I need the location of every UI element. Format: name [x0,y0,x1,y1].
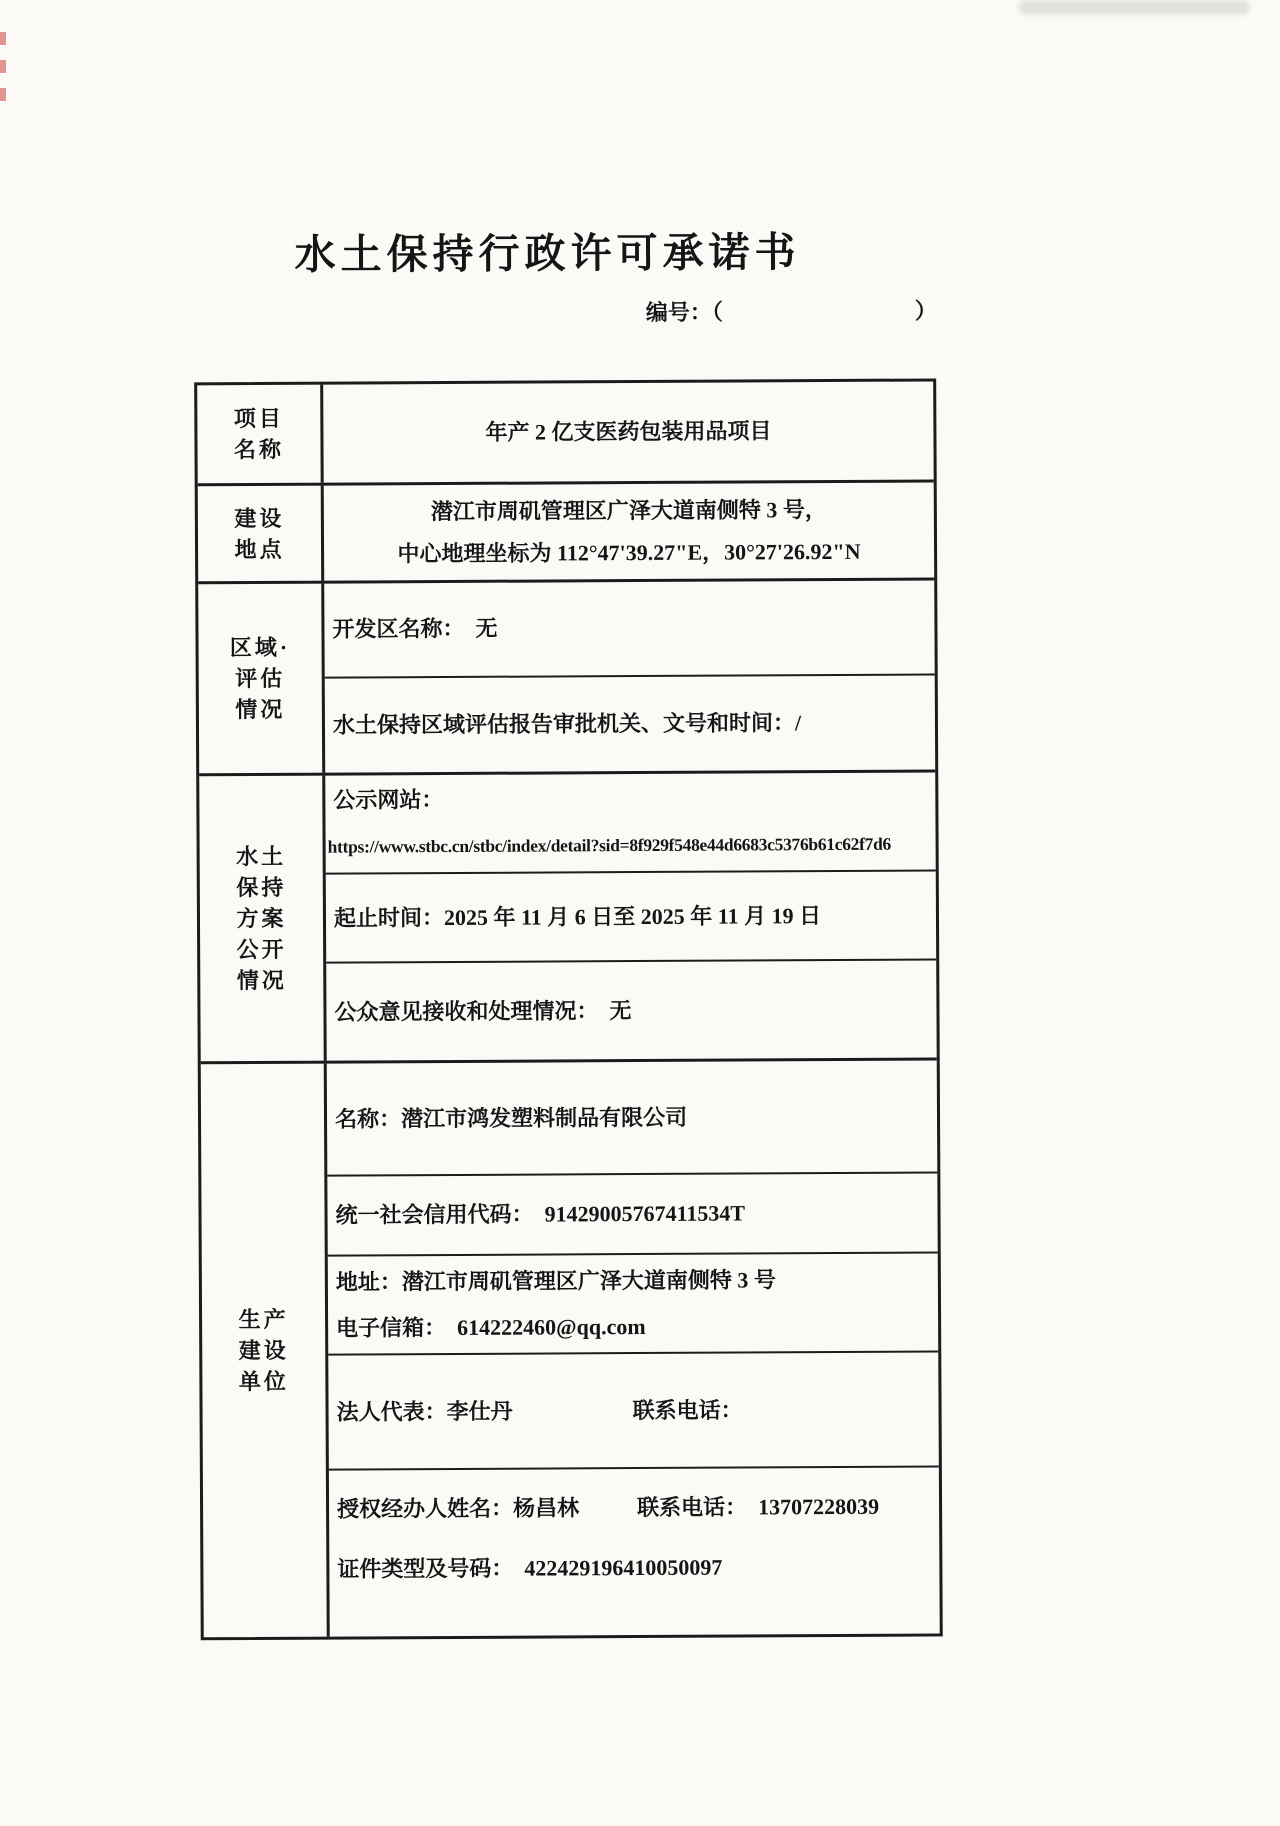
row-location [198,479,935,581]
serial-label: 编号：（ [645,299,723,325]
public-comments-value: 公众意见接收和处理情况： 无 [334,997,632,1025]
website-url: https://www.stbc.cn/stbc/index/detail?sid=8f929f548e44d6683c5376b61c62f7d6 [327,833,892,857]
location-address: 潜江市周矶管理区广泽大道南侧特 3 号， [430,496,827,524]
unit-address-value: 地址：潜江市周矶管理区广泽大道南侧特 3 号 [335,1266,776,1295]
header-line: 情况 [236,967,287,994]
header-location [198,486,324,582]
subrow-approval-info [325,673,935,773]
agent-name-value: 授权经办人姓名：杨昌林 [337,1495,580,1522]
subrow-period [326,869,936,961]
subrow-address-email [328,1251,939,1354]
zone-name-value: 开发区名称： 无 [332,615,498,642]
cell-project-name [323,381,934,482]
subrow-unit-name [327,1060,938,1175]
subrow-public-comments [326,959,937,1061]
serial-blank [723,319,915,320]
subrow-website [325,772,935,872]
agent-phone-value: 联系电话： 13707228039 [637,1493,880,1520]
subrow-legal-rep [328,1351,939,1469]
header-construction-unit [201,1064,330,1638]
row-project-name [197,381,934,483]
header-line: 评估 [235,665,286,692]
unit-name-value: 名称：潜江市鸿发塑料制品有限公司 [334,1104,688,1132]
cell-plan-publicity [325,772,936,1060]
header-regional-assessment [198,584,325,774]
form-table [194,378,943,1640]
header-line: 项目 [233,405,284,432]
website-label: 公示网站： [333,787,444,813]
location-coordinates: 中心地理坐标为 112°47'39.27"E，30°27'26.92"N [397,538,861,566]
header-line: 地点 [234,536,285,562]
serial-close-paren: ） [914,298,937,324]
page-title: 水土保持行政许可承诺书 [294,229,801,278]
agent-id-value: 证件类型及号码： 422429196410050097 [337,1554,723,1582]
credit-code-value: 统一社会信用代码： 91429005767411534T [335,1200,746,1228]
row-regional-assessment [198,577,935,773]
header-line: 名称 [233,436,285,463]
row-construction-unit [201,1057,940,1637]
header-line: 公开 [236,936,287,963]
legal-rep-value: 法人代表：李仕丹 [336,1398,513,1425]
header-line: 情况 [235,696,286,723]
header-line: 生产 [238,1306,289,1333]
header-line: 保持 [236,874,287,901]
row-plan-publicity [199,769,936,1061]
header-line: 单位 [238,1368,289,1395]
subrow-agent [329,1465,940,1636]
header-line: 方案 [236,905,287,932]
project-name-value: 年产 2 亿支医药包装用品项目 [485,418,772,445]
unit-email-value: 电子信箱： 614222460@qq.com [336,1313,646,1341]
header-line: 水土 [236,843,287,870]
cell-regional-assessment [324,580,935,772]
header-line: 建设 [234,505,285,531]
approval-info-value: 水土保持区域评估报告审批机关、文号和时间：/ [332,709,802,738]
cell-location [324,482,934,580]
subrow-credit-code [327,1172,937,1255]
subrow-zone-name [324,580,934,676]
header-project-name [197,385,324,484]
header-line: 建设 [238,1337,289,1364]
header-plan-publicity [199,776,326,1062]
period-value: 起止时间：2025 年 11 月 6 日至 2025 年 11 月 19 日 [333,902,822,931]
header-line: 区域· [229,634,291,661]
cell-construction-unit [327,1060,940,1636]
serial-number-line [646,294,937,327]
legal-rep-phone-label: 联系电话： [632,1397,743,1423]
